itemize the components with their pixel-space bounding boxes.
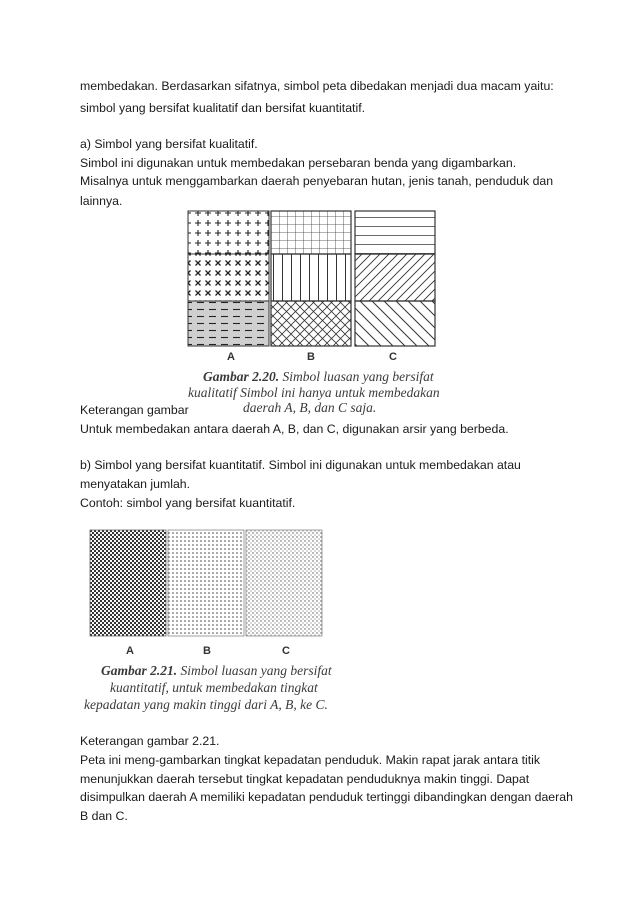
intro-line-2: simbol yang bersifat kualitatif dan bersifat kuantitatif. [80,101,366,115]
figure-2-21-caption-text-1: Simbol luasan yang bersifat [180,663,332,678]
closing-line-3: disimpulkan daerah A memiliki kepadatan penduduk tertinggi dibandingkan dengan daerah [80,790,573,804]
figure-2-20-label-c: C [389,351,397,363]
figure-2-21-label-a: A [126,645,134,657]
figure-2-20-label-b: B [307,351,315,363]
section-b-line-2: menyatakan jumlah. [80,477,191,491]
figure-2-21-dot-patterns [88,528,328,643]
section-a-line-2: Misalnya untuk menggambarkan daerah penyebaran hutan, jenis tanah, penduduk dan [80,174,554,188]
figure-2-20-hatch-patterns [183,208,443,368]
figure-2-20-caption-line-1 [203,369,434,385]
section-b-line-1: b) Simbol yang bersifat kuantitatif. Simbol ini digunakan untuk membedakan atau [80,458,521,472]
section-a-line-3: lainnya. [80,194,123,208]
figure-2-20-caption-line-2: kualitatif Simbol ini hanya untuk membedakan [188,385,440,400]
figure-2-21-label-c: C [282,645,290,657]
figure-2-20-explanation: Untuk membedakan antara daerah A, B, dan C, digunakan arsir yang berbeda. [80,422,509,436]
figure-2-21-caption-line-2: kuantitatif, untuk membedakan tingkat [110,680,318,695]
figure-2-21-caption-number: Gambar 2.21. [101,663,178,678]
figure-2-20-label-a: A [227,351,235,363]
section-a-line-1: Simbol ini digunakan untuk membedakan persebaran benda yang digambarkan. [80,156,517,170]
figure-2-20-caption-line-3: daerah A, B, dan C saja. [243,400,377,415]
intro-line-1: membedakan. Berdasarkan sifatnya, simbol peta dibedakan menjadi dua macam yaitu: [80,79,554,93]
section-a-heading: a) Simbol yang bersifat kualitatif. [80,137,258,151]
figure-2-20-keterangan: Keterangan gambar [80,403,189,417]
figure-2-21-caption-line-3: kepadatan yang makin tinggi dari A, B, ke C. [84,697,328,712]
figure-2-21-keterangan: Keterangan gambar 2.21. [80,734,220,748]
figure-2-20-caption-number: Gambar 2.20. [203,369,280,384]
section-b-line-3: Contoh: simbol yang bersifat kuantitatif. [80,496,296,510]
figure-2-21-label-b: B [203,645,211,657]
closing-line-4: B dan C. [80,809,128,823]
closing-line-2: menunjukkan daerah tersebut tingkat kepadatan penduduknya makin tinggi. Dapat [80,772,530,786]
figure-2-21-caption-line-1 [101,663,332,679]
figure-2-20-caption-text-1: Simbol luasan yang bersifat [282,369,434,384]
closing-line-1: Peta ini meng-gambarkan tingkat kepadatan penduduk. Makin rapat jarak antara titik [80,753,541,767]
